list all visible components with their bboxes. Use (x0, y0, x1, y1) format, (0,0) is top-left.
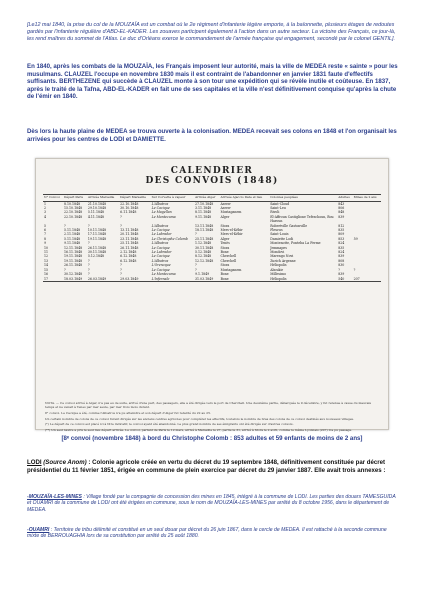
table-cell: 2.12.1848 (120, 250, 137, 255)
table-cell: Damiette Lodi (270, 236, 294, 241)
table-cell: Mostaganem (220, 267, 242, 272)
table-cell: 1 (44, 201, 47, 206)
table-cell: 9 (44, 241, 47, 246)
table-cell: 812 (338, 223, 345, 228)
calendar-title-line2: DES CONVOIS (1848) (145, 176, 279, 186)
table-cell: 853 (338, 236, 345, 241)
table-cell: 26.03.1849 (87, 277, 119, 282)
table-cell: Zurich Argenne (270, 258, 296, 263)
table-cell: Robertville Gastonville (270, 223, 308, 228)
table-cell: Stora (220, 245, 230, 250)
table-cell: 16.11.1848 (63, 250, 83, 255)
table-cell: 6 (44, 228, 47, 233)
table-cell: Saint-Louis (270, 232, 289, 237)
table-cell: 8.11.1848 (194, 210, 212, 215)
annexe-mouzaia (27, 494, 399, 513)
table-cell: Cherchell (220, 258, 237, 263)
annexe-ouamri-text: : Territoire de tribu délimité et constitué en un seul douar par décret du 26 juin 1867, dans le cercle de MEDEA. Il est rattaché à la seconde commune mixte de BERROUAGHIA lors de sa constitution par arrêté du 25 août 1880. (27, 527, 387, 540)
intro-paragraph: [Le12 mai 1840, la prise du col de la MOUZAÏA est un combat où le 2e régiment d'infanterie légère emporte, à la baïonnette, plusieurs étages de redoutes gardés par l'infanterie régulière d'ABD-EL-KADER. Les zouaves participent également à l'action dans un autre secteur. La victoire des Français, ce jour-là, les rend maîtres du sommet de l'Atlas. Le duc d'Orléans exerce le commandement de l'armée française qui engagement, secondé par le colonel GENTIL]. (27, 22, 396, 42)
table-cell: 839 (338, 254, 345, 259)
table-cell: Alger (220, 236, 230, 241)
annexe-ouamri (27, 527, 399, 540)
table-cell: 59 (353, 236, 358, 241)
table-cell: Stora (220, 263, 230, 268)
table-cell: 19.11.1848 (87, 236, 107, 241)
table-cell: ? (87, 272, 90, 277)
table-cell: 8.12.1848 (194, 254, 212, 259)
table-cell: 540 (337, 277, 352, 282)
table-cell: 12.12.1848 (194, 258, 214, 263)
table-cell: ? (87, 241, 90, 246)
table-cell: 19.11.1848 (63, 254, 83, 259)
convoy-header-cell: Sur Corvette à vapeur (151, 195, 194, 202)
table-cell: Stora (220, 223, 230, 228)
table-cell: Saint-Leu (270, 206, 286, 210)
table-cell: 2 (44, 206, 47, 210)
table-cell: 13.11.1848 (194, 223, 214, 228)
lodi-name: LODI (27, 459, 42, 466)
table-cell: 4 (44, 214, 47, 219)
table-cell: 7 (44, 232, 47, 237)
table-cell: 5.12.1848 (87, 254, 105, 259)
convoy-notes (45, 401, 379, 434)
table-cell: 2.11.1848 (63, 232, 81, 237)
table-cell: 17.11.1848 (87, 232, 107, 237)
table-cell: 839 (338, 272, 345, 277)
table-cell: Héliopolis (269, 277, 337, 282)
table-cell: 10 (44, 245, 49, 250)
table-cell: 22.10.1848 (120, 201, 139, 206)
table-cell: 5.11.1848 (63, 236, 81, 241)
table-cell: 18.11.1848 (194, 228, 214, 233)
table-cell: El-Affroun Castiglione Tefeschoun, Bou Haroun (270, 214, 334, 224)
table-cell: 8 (44, 236, 47, 241)
table-cell: 1.12.1848 (194, 241, 212, 246)
table-cell: 835 (338, 228, 345, 233)
table-cell: 18.03.1849 (63, 277, 87, 282)
table-cell: Le Cacique (151, 245, 170, 250)
table-cell: 12.11.1848 (63, 245, 83, 250)
table-cell: Le Montezuma (151, 272, 176, 277)
table-cell: ? (194, 232, 197, 237)
table-cell: 9.1.1849 (194, 272, 210, 277)
convoy-header-cell: Arrivée Marseille (87, 195, 119, 202)
lodi-source: (Source Anom) (43, 459, 87, 466)
table-cell: Arzew (220, 201, 231, 206)
annexe-mouzaia-text: : Village fondé par la compagnie de concession des mines en 1845, intégré à la commune de LODI. Les parties des douars TAMESGUIDA et OUAMRI de la commune de LODI ont été érigées en commune, sous le nom de MOUZAÏA-LES-MINES par arrêté du 8 octobre 1956, dans le département de MEDEA. (27, 494, 396, 513)
table-cell: Bone (220, 250, 229, 255)
table-cell: ? (87, 258, 90, 263)
table-cell: L'Orenoque (151, 263, 171, 268)
table-cell: 9.11.1848 (63, 241, 81, 246)
convoy-note: (*) Le départ de ce convoi est placé ici à titre indicatif, le convoi ayant été abandonné. Le plus grand nombre de ses émigrants ont été dirigés sur d'autres convois. (45, 422, 294, 427)
table-cell: ? (87, 267, 90, 272)
table-cell: Le Cacique (151, 254, 170, 259)
table-cell: Saint-Cloud (270, 201, 290, 206)
convoy-note: Un certain nombre de colons de ce convoi furent dirigés sur les anciens centres agricoles pour compléter les effectifs, toutefois le nombre de bras des colons de ce convoi destinés aux nouveaux villages. (45, 416, 355, 421)
table-cell: Le Christophe Colomb (151, 236, 188, 241)
table-cell: Millesimo (270, 272, 287, 277)
convoy-header-cell: Mines de 2 ans (353, 195, 381, 202)
table-cell: 16 (44, 272, 49, 277)
table-cell: Mondovi (270, 250, 285, 255)
table-cell: 23.11.1848 (120, 236, 139, 241)
table-cell: Montenotte, Ponteba La Ferme (270, 241, 321, 246)
table-cell: 13 (44, 258, 49, 263)
table-cell: ? (194, 263, 197, 268)
colonization-paragraph: Dès lors la haute plaine de MEDEA se trouva ouverte à la colonisation. MEDEA recevait ses colons en 1848 et l'on organisait les arrivées pour les centres de LODI et DAMIETTE. (27, 128, 397, 143)
table-cell: Mers-el-Kébir (220, 228, 243, 233)
table-cell: 806 (338, 206, 345, 210)
table-cell: 3 (44, 210, 47, 215)
table-cell: 15 (44, 267, 49, 272)
table-cell: 6.12.1848 (120, 254, 137, 259)
table-cell: 22.10.1848 (63, 210, 83, 215)
table-cell: 11 (44, 250, 49, 255)
table-row (43, 215, 381, 224)
table-cell: ? (63, 223, 66, 228)
table-cell: 6.11.1848 (120, 210, 137, 215)
table-cell: Le Cacique (151, 228, 170, 233)
table-cell: ? (120, 223, 122, 228)
table-cell: 5.11.1848 (63, 228, 81, 233)
table-cell: L'Infernale (151, 277, 194, 282)
table-cell: 10.11.1848 (87, 228, 107, 233)
table-cell: 8.10.1848 (63, 201, 81, 206)
convoy-header-cell: Départ Marseille (119, 195, 150, 202)
table-cell: Arzew (220, 206, 231, 210)
convoy-table-body (43, 201, 381, 281)
convoy-header-cell: Arrivée Alger (194, 195, 219, 202)
convoy-table-header (43, 195, 381, 202)
table-cell: Bone (220, 272, 229, 277)
table-cell: 26.11.1848 (63, 263, 83, 268)
table-cell: ? (87, 263, 90, 268)
table-cell: 14 (44, 263, 49, 268)
history-paragraph: En 1840, après les combats de la MOUZAÏA, les Français imposent leur autorité, mais la ville de MEDEA reste « sainte » pour les musulmans. CLAUZEL l'occupe en novembre 1830 mais il est contraint de l'abandonner en janvier 1831 faute d'effectifs suffisants. BERTHEZENE qui succède à CLAUZEL monte à son tour une expédition qui se révèle inutile et coûteuse. En 1837, après le traité de la Tafna, ABD-EL-KADER en fait une de ses capitales et la ville n'est définitivement conquise qu'après la chute de l'émir en 1840. (27, 63, 398, 101)
table-cell: ? (120, 272, 122, 277)
image-caption (0, 435, 424, 442)
table-cell: 25.11.1848 (194, 236, 214, 241)
table-cell (353, 215, 381, 224)
annexe-mouzaia-name: -MOUZAÏA-LES-MINES (27, 494, 82, 500)
table-cell: 13.11.1848 (120, 228, 139, 233)
table-cell: ? (120, 263, 122, 268)
table-cell: Le Magellan (151, 210, 172, 215)
annexe-ouamri-name: -OUAMRI (27, 527, 50, 533)
table-cell: 835 (338, 245, 345, 250)
table-cell: 26.11.1848 (120, 245, 139, 250)
table-cell: 25.11.1848 (120, 241, 139, 246)
table-cell: 27.10.1848 (194, 201, 214, 206)
table-cell: 5 (44, 223, 47, 228)
table-cell: 30.11.1848 (87, 250, 107, 255)
table-cell: L'Albatros (151, 201, 169, 206)
table-cell: 809 (338, 232, 345, 237)
table-cell: 848 (338, 210, 345, 215)
table-cell: 3.11.1848 (194, 206, 212, 210)
table-cell: 19.11.1848 (63, 258, 83, 263)
table-cell: L'Albatros (151, 241, 169, 246)
table-cell: ? (120, 267, 122, 272)
table-cell: Alger (220, 214, 230, 219)
table-cell: 30.12.1848 (63, 272, 83, 277)
table-cell: Héliopolis (270, 263, 287, 268)
convoy-header-cell: Arrivée Ajaccio Date et lieu (219, 195, 269, 202)
table-cell: 4.11.1848 (87, 214, 105, 219)
table-cell: Mostaganem (220, 210, 242, 215)
table-cell: L'Albatros (151, 258, 169, 263)
table-row (43, 277, 381, 282)
convoy-calendar-scan (35, 158, 389, 433)
table-cell: ? (338, 267, 340, 272)
convoy-header-cell: Colonies peuplées (269, 195, 337, 202)
table-cell: Rivoli (270, 210, 280, 215)
table-cell: 30.10.1848 (120, 206, 139, 210)
table-cell: Jemmapes (270, 245, 287, 250)
table-cell: ? (87, 223, 90, 228)
table-cell: Marengo Novi (270, 254, 294, 259)
table-cell: 808 (338, 258, 345, 263)
convoy-table (43, 194, 381, 282)
convoy-header-cell: N° Convoi (43, 195, 63, 202)
table-cell: ? (120, 214, 122, 219)
convoy-note: (**) Un seul navire a pris le seul lieu départ arrivée. Le convoi, partant de Paris le 12 mars, arrivé à Marseille le 27, partie le 31, arrivé à Stora le 2 avril, comme le même Lyonnais (207) n'a pu passage. (45, 428, 353, 433)
table-cell: Le Labrador (151, 250, 172, 255)
table-cell: ? (194, 267, 197, 272)
table-cell: Le Cacique (151, 267, 170, 272)
table-cell: 15.10.1848 (63, 206, 83, 210)
table-cell: Fleurus (270, 228, 283, 233)
table-cell: 9.11.1848 (194, 214, 212, 219)
table-cell: Cherchell (220, 254, 237, 259)
table-cell: 31.03.1849 (194, 277, 219, 282)
table-cell: 30.11.1848 (194, 245, 214, 250)
table-cell: Aboukir (270, 267, 283, 272)
table-cell: L'Albatros (151, 223, 169, 228)
table-cell: Le Cacique (151, 206, 170, 210)
table-cell: 839 (338, 214, 345, 219)
lodi-text: : Colonie agricole créée en vertu du décret du 19 septembre 1848, définitivement constituée par décret présidentiel du 11 février 1851, érigée en commune de plein exercice par décret du 29 janvier 1887. Elle avait trois annexes : (27, 459, 386, 474)
lodi-paragraph (27, 459, 399, 474)
table-cell: Mers-el-Kébir (220, 232, 243, 237)
table-cell: 22.10.1848 (63, 214, 83, 219)
table-cell: 824 (338, 241, 345, 246)
table-cell: 6.12.1848 (120, 258, 137, 263)
table-cell: 29.10.1848 (87, 206, 107, 210)
caption-text: [8ᵉ convoi (novembre 1848) à bord du Christophe Colomb : 853 adultes et 59 enfants de moins de 2 ans] (61, 435, 363, 442)
table-cell: Le Labrador (151, 232, 172, 237)
table-cell: ? (353, 267, 356, 272)
table-cell: 26.11.1848 (87, 245, 107, 250)
table-cell: 17 (43, 277, 63, 282)
table-cell: 5.12.1848 (194, 250, 212, 255)
table-cell: 824 (338, 250, 345, 255)
convoy-note: NOTA. — Ce convoi arrivé à Alger, n'a pas eu de suite, arrivé d'une part, des passagers, elle a été dirigée vers le port de Cherchell. Une deuxième partie, débarquée le 9 décembre, y fut retenue à cause du mauvais temps et ne venait à Tenes par mer seule, par mer trois mois durant. (45, 401, 371, 410)
convoy-note: 8° convoi. Le Cacique a été, comme l'Albatros n'a pu atteindre et son départ d'Alger fut retardé du 22 au 25. (45, 410, 211, 415)
table-cell: Tenès (220, 241, 230, 246)
table-cell: 20.11.1848 (120, 232, 139, 237)
table-cell: 207 (353, 277, 381, 282)
convoy-header-cell: Adultes (337, 195, 352, 202)
table-cell: 830 (338, 263, 345, 268)
calendar-title-line1: CALENDRIER (170, 166, 254, 176)
table-cell: 5.11.1848 (87, 210, 105, 215)
table-cell: ? (63, 267, 66, 272)
table-cell: 12 (44, 254, 49, 259)
table-cell: Bone (219, 277, 269, 282)
table-cell: Le Montezuma (151, 214, 176, 219)
table-cell: 843 (338, 201, 345, 206)
convoy-header-cell: Départ Paris (63, 195, 87, 202)
table-cell: 21.10.1848 (87, 201, 107, 206)
table-cell: 29.03.1849 (119, 277, 150, 282)
